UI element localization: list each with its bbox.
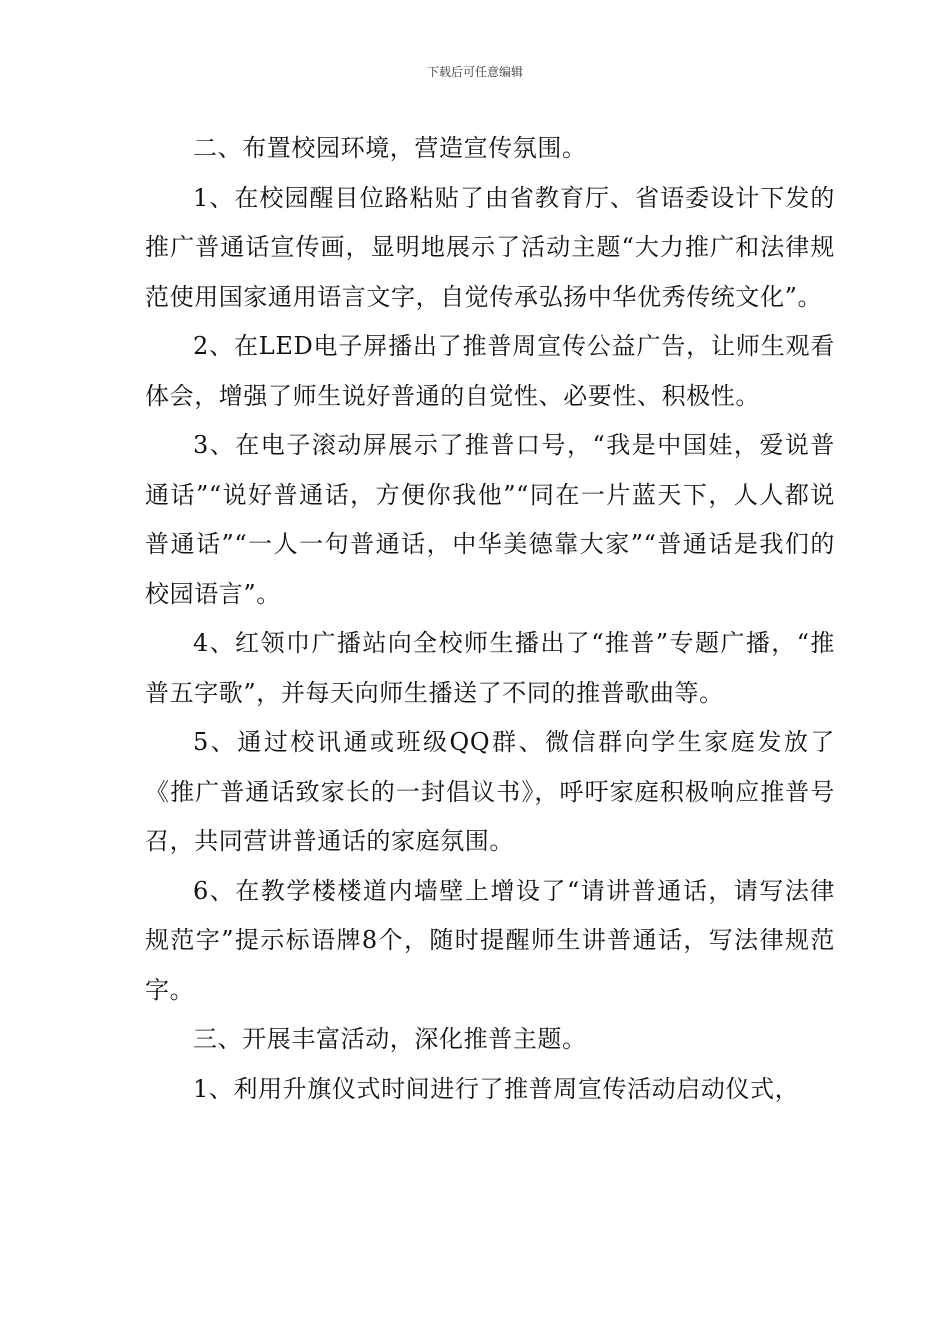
paragraph-item-1: 1、在校园醒目位路粘贴了由省教育厅、省语委设计下发的推广普通话宣传画，显明地展示了活动主题“大力推广和法律规范使用国家通用语言文字，自觉传承弘扬中华优秀传统文化”。 xyxy=(145,183,835,311)
paragraph-item-2: 2、在LED电子屏播出了推普周宣传公益广告，让师生观看体会，增强了师生说好普通的自觉性、必要性、积极性。 xyxy=(145,332,835,410)
paragraph-item-6: 6、在教学楼楼道内墙壁上增设了“请讲普通话，请写法律规范字”提示标语牌8个，随时提醒师生讲普通话，写法律规范字。 xyxy=(145,876,835,1004)
section-heading-2: 二、布置校园环境，营造宣传氛围。 xyxy=(193,134,587,162)
paragraph-item-5: 5、通过校讯通或班级QQ群、微信群向学生家庭发放了《推广普通话致家长的一封倡议书》，呼吁家庭积极响应推普号召，共同营讲普通话的家庭氛围。 xyxy=(145,728,835,855)
document-body xyxy=(145,124,835,1114)
paragraph-item-3: 3、在电子滚动屏展示了推普口号，“我是中国娃，爱说普通话”“说好普通话，方便你我他”“同在一片蓝天下，人人都说普通话”“一人一句普通话，中华美德靠大家”“普通话是我们的校园语言”。 xyxy=(145,431,835,608)
paragraph-item-3-1: 1、利用升旗仪式时间进行了推普周宣传活动启动仪式， xyxy=(193,1074,800,1103)
paragraph-item-4: 4、红领巾广播站向全校师生播出了“推普”专题广播，“推普五字歌”，并每天向师生播送了不同的推普歌曲等。 xyxy=(145,629,835,707)
section-heading-3: 三、开展丰富活动，深化推普主题。 xyxy=(193,1025,587,1053)
page-header-note: 下载后可任意编辑 xyxy=(426,65,523,79)
